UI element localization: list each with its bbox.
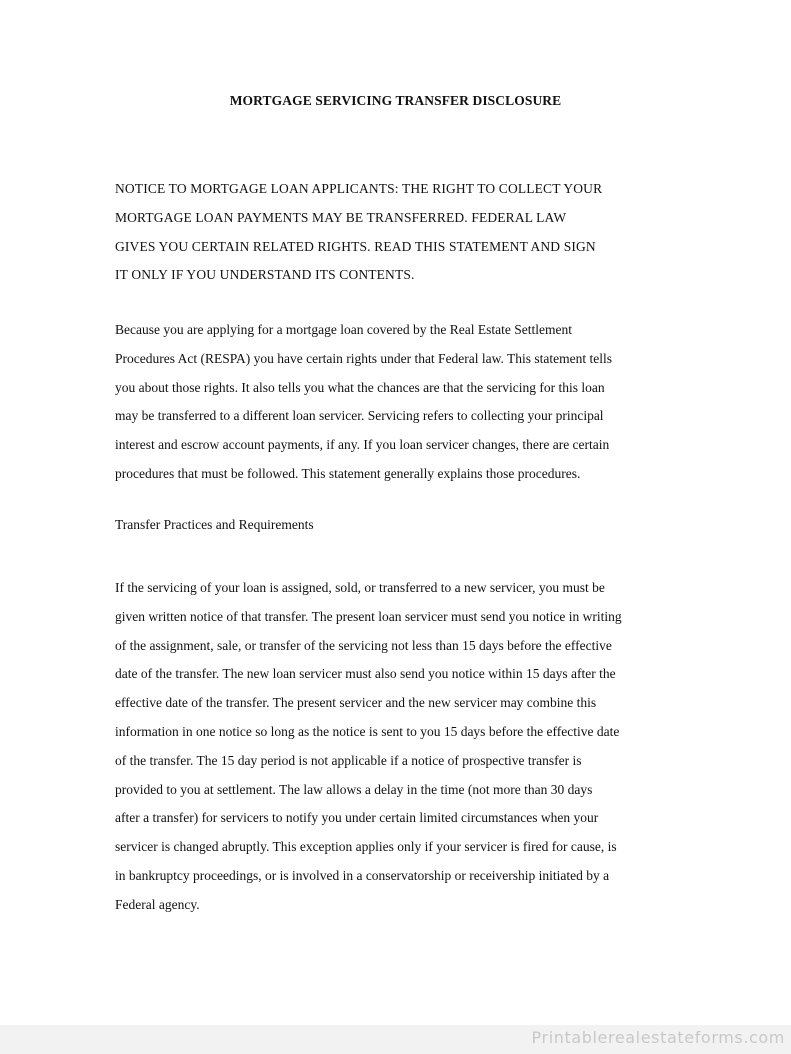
notice-line: IT ONLY IF YOU UNDERSTAND ITS CONTENTS. (115, 267, 415, 283)
intro-line: Because you are applying for a mortgage loan covered by the Real Estate Settlement (115, 322, 572, 337)
intro-line: may be transferred to a different loan servicer. Servicing refers to collecting your principal (115, 408, 604, 424)
transfer-line: in bankruptcy proceedings, or is involved in a conservatorship or receivership initiated by a (115, 867, 610, 883)
notice-line: GIVES YOU CERTAIN RELATED RIGHTS. READ THIS STATEMENT AND SIGN (115, 238, 596, 254)
section-heading: Transfer Practices and Requirements (115, 517, 314, 532)
transfer-line: provided to you at settlement. The law allows a delay in the time (not more than 30 days (115, 781, 593, 797)
intro-line: procedures that must be followed. This statement generally explains those procedures. (115, 465, 581, 481)
document-title: MORTGAGE SERVICING TRANSFER DISCLOSURE (229, 93, 562, 108)
intro-paragraph (115, 316, 612, 489)
transfer-line: of the transfer. The 15 day period is not applicable if a notice of prospective transfer is (115, 752, 582, 768)
intro-line: you about those rights. It also tells you what the chances are that the servicing for this loan (115, 379, 605, 395)
transfer-line: date of the transfer. The new loan servicer must also send you notice within 15 days after the (115, 666, 616, 682)
notice-line: MORTGAGE LOAN PAYMENTS MAY BE TRANSFERRED. FEDERAL LAW (115, 209, 567, 225)
notice-paragraph (115, 175, 602, 290)
transfer-line: Federal agency. (115, 896, 200, 912)
watermark-text: Printablerealestateforms.com (531, 1028, 785, 1047)
transfer-line: If the servicing of your loan is assigned, sold, or transferred to a new servicer, you must be (115, 580, 605, 595)
transfer-line: given written notice of that transfer. The present loan servicer must send you notice in writing (115, 608, 622, 624)
transfer-line: after a transfer) for servicers to notify you under certain limited circumstances when your (115, 810, 599, 826)
transfer-line: effective date of the transfer. The present servicer and the new servicer may combine this (115, 695, 597, 711)
transfer-paragraph (115, 574, 622, 920)
notice-line: NOTICE TO MORTGAGE LOAN APPLICANTS: THE RIGHT TO COLLECT YOUR (115, 181, 603, 196)
transfer-line: of the assignment, sale, or transfer of the servicing not less than 15 days before the effective (115, 637, 612, 653)
intro-line: interest and escrow account payments, if any. If you loan servicer changes, there are certain (115, 437, 610, 453)
intro-line: Procedures Act (RESPA) you have certain rights under that Federal law. This statement tells (115, 350, 613, 366)
transfer-line: servicer is changed abruptly. This exception applies only if your servicer is fired for cause, is (115, 839, 617, 855)
transfer-line: information in one notice so long as the notice is sent to you 15 days before the effective date (115, 723, 620, 739)
